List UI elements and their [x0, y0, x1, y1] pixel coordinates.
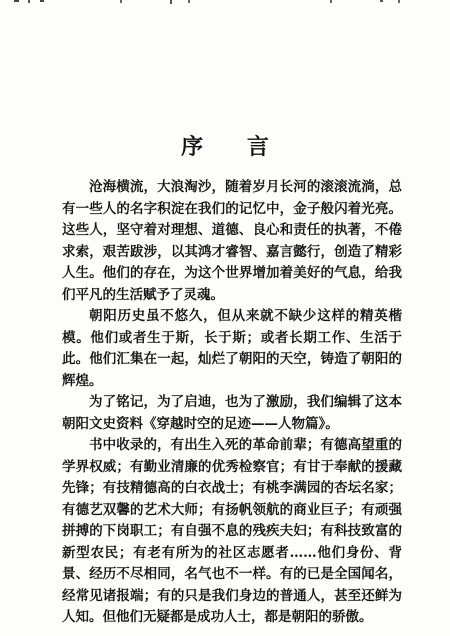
body-text — [62, 177, 402, 629]
page-title: 序 言 — [181, 135, 287, 160]
paragraph: 沧海横流，大浪淘沙，随着岁月长河的滚滚流淌，总有一些人的名字积淀在我们的记忆中，金子般闪着光亮。这些人，坚守着对理想、道德、良心和责任的执著，不倦求索，艰苦跋涉，以其鸿才睿智、嘉言懿行，创造了精彩人生。他们的存在，为这个世界增加着美好的气息，给我们平凡的生活赋予了灵魂。 — [62, 179, 402, 303]
paragraph: 朝阳历史虽不悠久，但从来就不缺少这样的精英楷模。他们或者生于斯，长于斯；或者长期工作、生活于此。他们汇集在一起，灿烂了朝阳的天空，铸造了朝阳的辉煌。 — [62, 308, 402, 389]
paragraph: 书中收录的，有出生入死的革命前辈；有德高望重的学界权威；有勤业清廉的优秀检察官；有甘于奉献的援藏先锋；有技精德高的白衣战士；有桃李满园的杏坛名家；有德艺双馨的艺术大师；有扬帆领航的商业巨子；有顽强拼搏的下岗职工；有自强不息的残疾夫妇；有科技致富的新型农民；有老有所为的社区志愿者……他们身份、背景、经历不尽相同，名气也不一样。有的已是全国闻名，经常见诸报端；有的只是我们身边的普通人，甚至还鲜为人知。但他们无疑都是成功人士，都是朝阳的骄傲。 — [62, 437, 402, 625]
scan-edge-marks — [0, 0, 450, 10]
paragraph: 为了铭记，为了启迪，也为了激励，我们编辑了这本朝阳文史资料《穿越时空的足迹——人物篇》。 — [62, 394, 402, 432]
